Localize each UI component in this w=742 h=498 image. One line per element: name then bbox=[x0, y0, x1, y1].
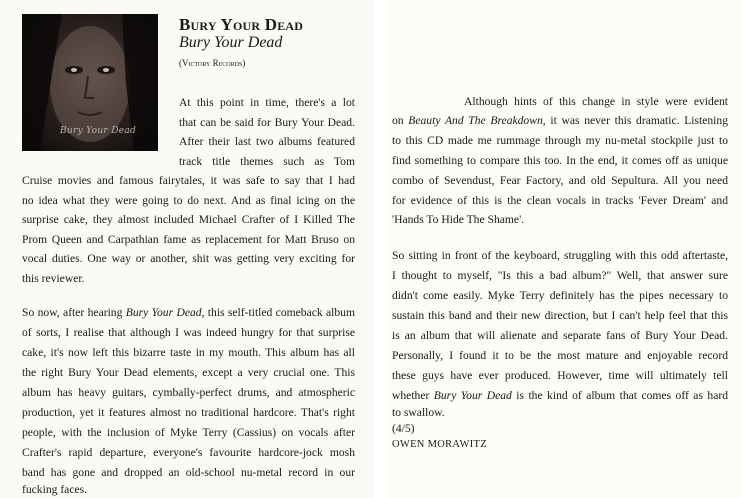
text-line: album has heavy guitars, cymbally-perfect drums, and atmospheric bbox=[22, 386, 355, 399]
text-line: Prom Queen and Carpathian fame as replacement for Matt Bruso on bbox=[22, 233, 355, 246]
text-line: I thought to myself, "Is this a bad album?" Well, that answer sure bbox=[392, 269, 728, 282]
album-title-inline: Bury Your Dead bbox=[125, 306, 202, 319]
text-line: Crafter's rapid departure, everyone's favourite hardcore-jock mosh bbox=[22, 446, 355, 459]
right-page bbox=[386, 0, 742, 498]
cover-caption: Bury Your Dead bbox=[60, 126, 137, 136]
text-line: find something to compare this too. In the end, it comes off as unique bbox=[392, 154, 728, 167]
text-line: for evidence of this is the clean vocals in tracks 'Fever Dream' and bbox=[392, 194, 728, 207]
text-line: Although hints of this change in style were evident bbox=[464, 95, 728, 108]
text-line: After their last two albums featured bbox=[179, 135, 355, 148]
text-line: cake, it's now left this bizarre taste in my mouth. This album has all bbox=[22, 346, 355, 359]
text-line: 'Hands To Hide The Shame'. bbox=[392, 213, 525, 226]
text-line: to swallow. bbox=[392, 406, 445, 419]
album-title-inline: Bury Your Dead bbox=[433, 389, 512, 402]
text-line: sustain this band and their new direction, but I can't help feel that this bbox=[392, 309, 728, 322]
text-line: is an album that will alienate and separate fans of Bury Your Dead. bbox=[392, 329, 728, 342]
text-line: So now, after hearing Bury Your Dead, this self-titled comeback album bbox=[22, 306, 355, 319]
text-line: to this CD made me rummage through my nu-metal stockpile just to bbox=[392, 134, 728, 147]
text-line: band has gone and dropped an old-school nu-metal record in our bbox=[22, 466, 355, 479]
text-line: people, with the inclusion of Myke Terry (Cassius) on vocals after bbox=[22, 426, 355, 439]
text-line: surprise cake, they almost included Michael Crafter of I Killed The bbox=[22, 213, 355, 226]
text-line: vocal duties. One way or another, shit was getting very exciting for bbox=[22, 252, 355, 265]
text-line: didn't come easily. Myke Terry definitely has the pipes necessary to bbox=[392, 289, 728, 302]
album-title: Bury Your Dead bbox=[179, 34, 283, 51]
text-line: So sitting in front of the keyboard, struggling with this odd aftertaste, bbox=[392, 249, 728, 262]
album-cover bbox=[22, 14, 158, 151]
text-line: this reviewer. bbox=[22, 272, 85, 285]
text-line: no idea what they were going to do next. And as final icing on the bbox=[22, 194, 355, 207]
text-line: Cruise movies and famous fairytales, it was safe to say that I had bbox=[22, 174, 355, 187]
text-line: of sorts, I realise that although I was indeed hungry for that surprise bbox=[22, 326, 355, 339]
text-line: fucking faces. bbox=[22, 483, 88, 496]
text-line: on Beauty And The Breakdown, it was never this dramatic. Listening bbox=[392, 114, 728, 127]
band-name: Bury Your Dead bbox=[179, 15, 304, 34]
album-title-inline: Beauty And The Breakdown bbox=[408, 114, 543, 127]
text-line: combo of Sevendust, Fear Factory, and old Sepultura. All you need bbox=[392, 174, 728, 187]
page-gutter bbox=[373, 0, 386, 498]
text-line: the right Bury Your Dead elements, except a very crucial one. This bbox=[22, 366, 355, 379]
text-line: whether Bury Your Dead is the kind of album that comes off as hard bbox=[392, 389, 728, 402]
text-line: At this point in time, there's a lot bbox=[179, 96, 355, 109]
text-line: these guys have ever produced. However, time will ultimately tell bbox=[392, 369, 728, 382]
text-line: that can be said for Bury Your Dead. bbox=[179, 116, 355, 129]
record-label: (Victory Records) bbox=[179, 58, 246, 68]
text-line: track title themes such as Tom bbox=[179, 155, 355, 168]
text-line: Personally, I found it to be the most mature and enjoyable record bbox=[392, 349, 728, 362]
author-name: OWEN MORAWITZ bbox=[392, 439, 487, 450]
rating: (4/5) bbox=[392, 422, 415, 435]
text-line: production, yet it features almost no traditional hardcore. That's right bbox=[22, 406, 355, 419]
